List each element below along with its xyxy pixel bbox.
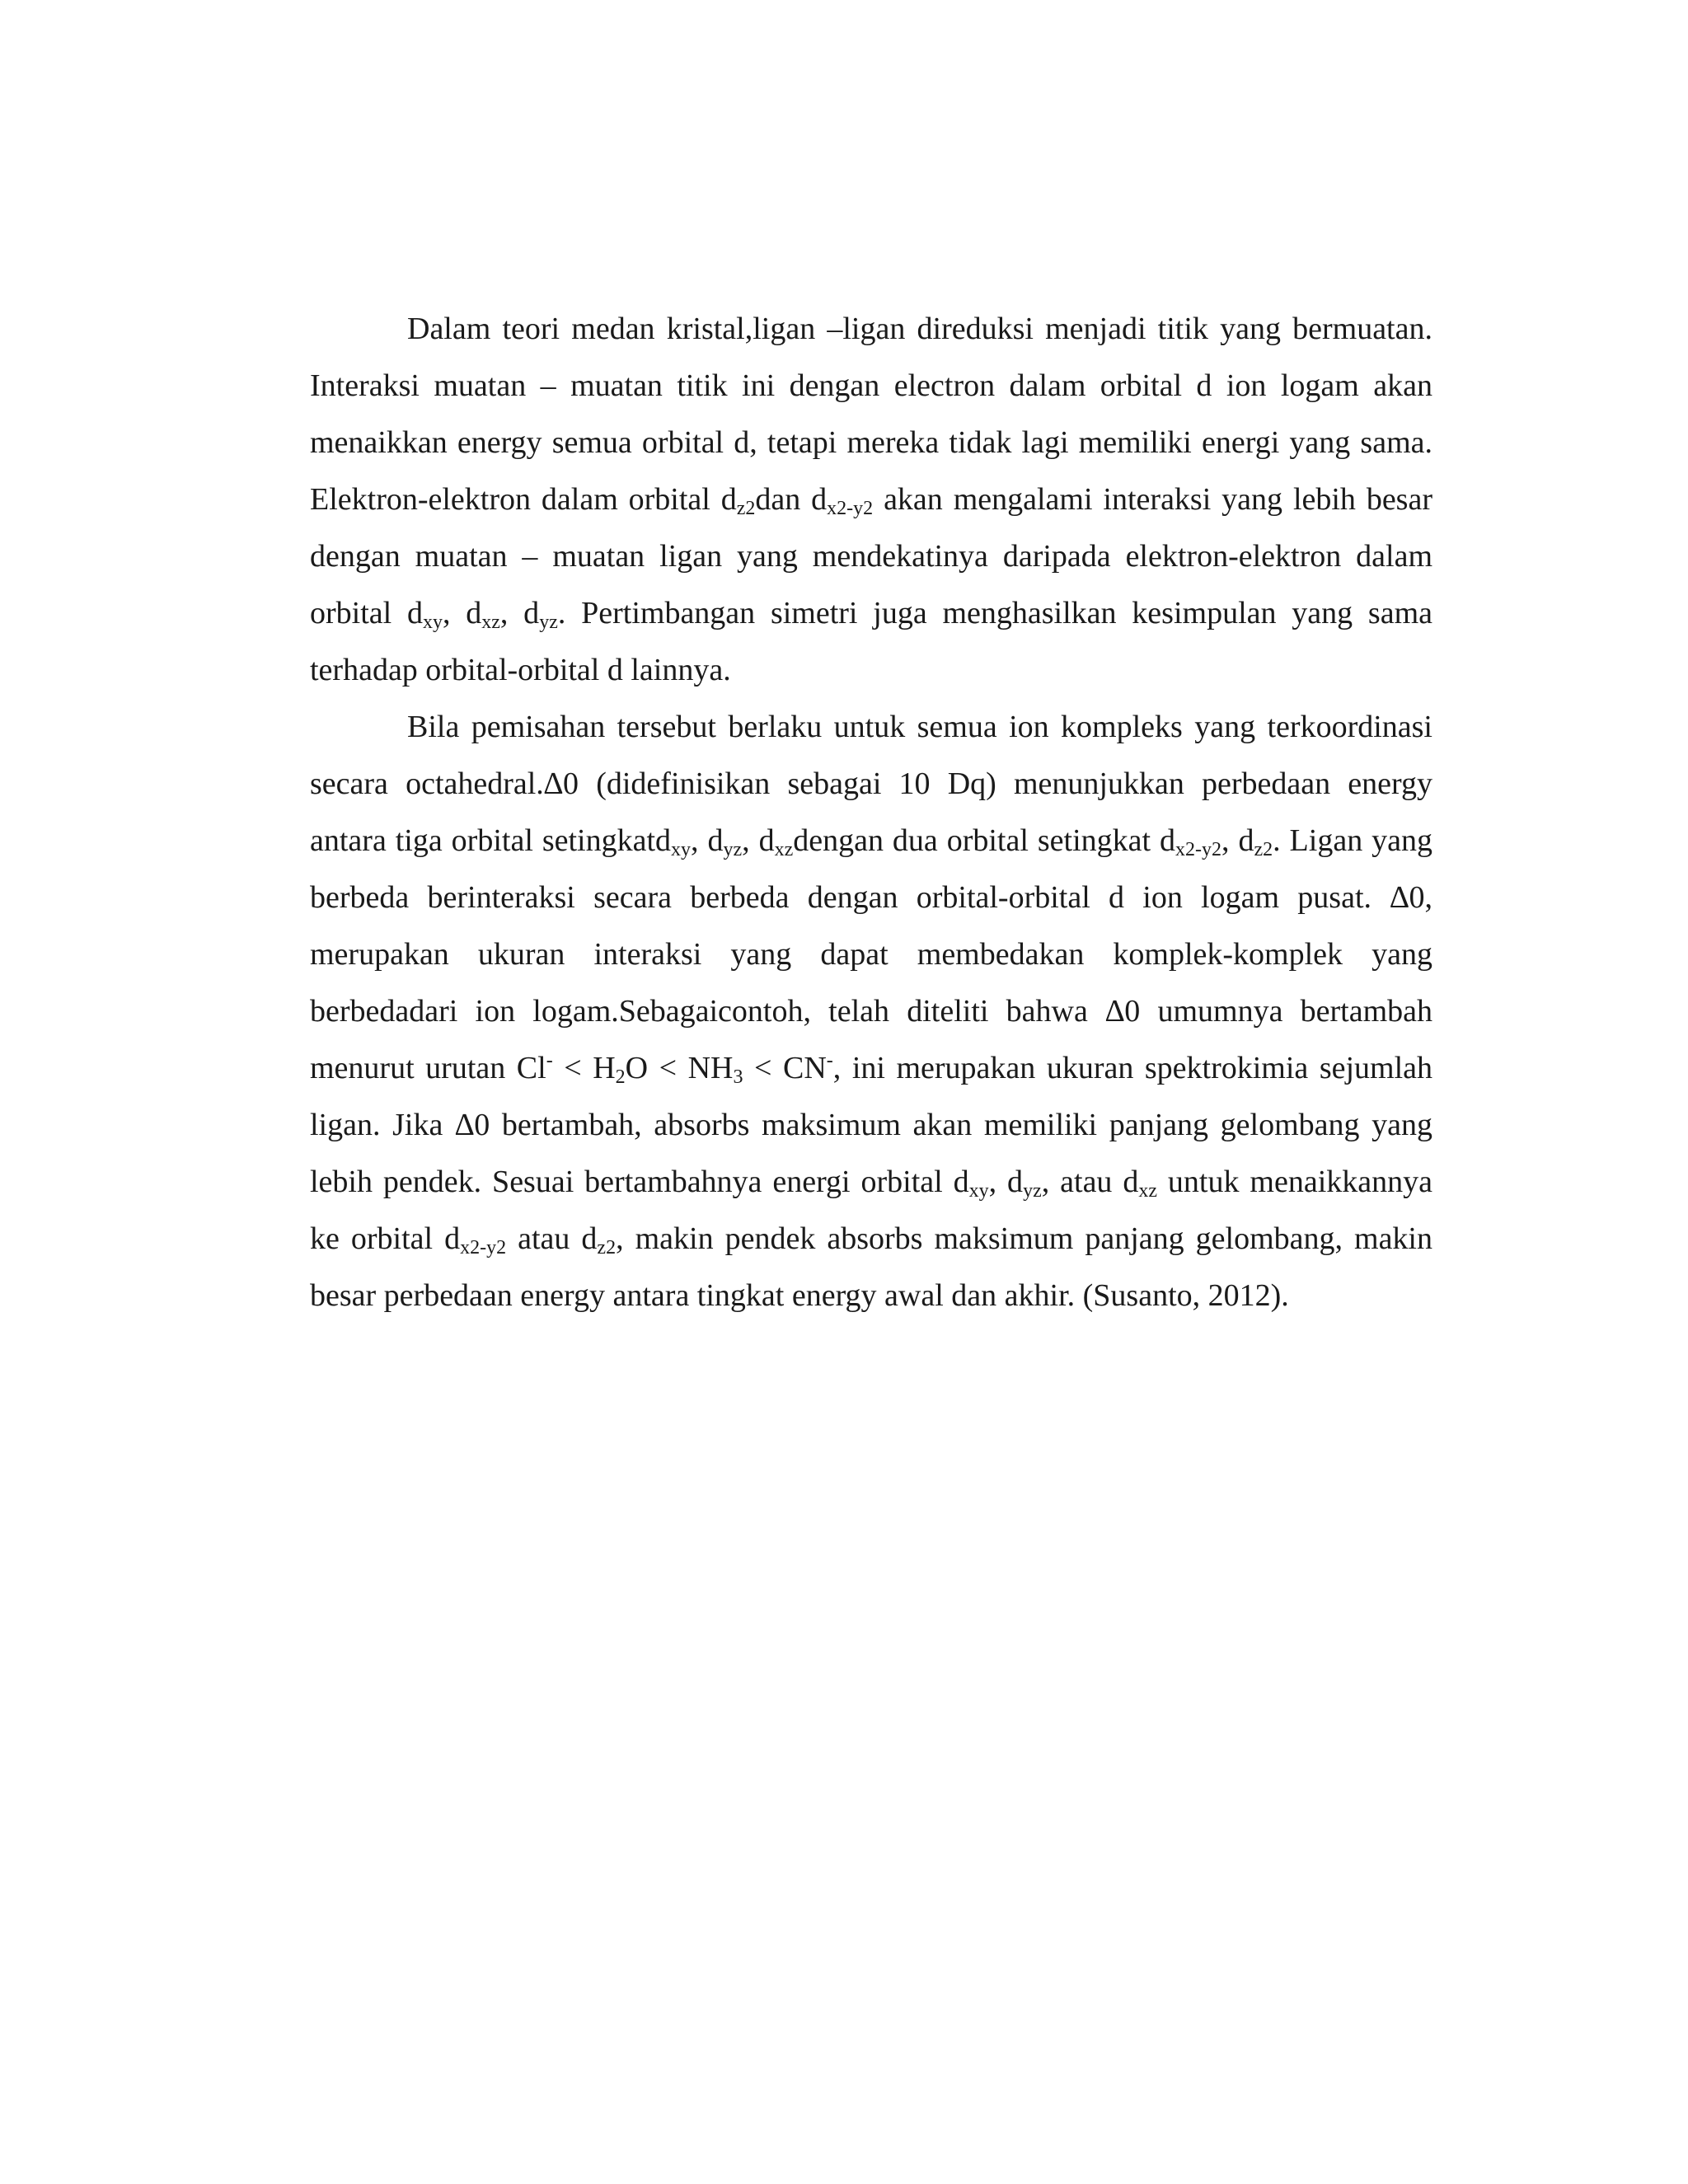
subscript: xy <box>671 839 692 860</box>
paragraph-crystal-field <box>310 301 1432 699</box>
subscript: 3 <box>733 1066 743 1088</box>
text-run: < H <box>552 1051 616 1085</box>
text-run: , d <box>499 596 540 630</box>
text-run: < CN <box>743 1051 827 1085</box>
subscript: yz <box>539 612 558 633</box>
subscript: xz <box>481 612 500 633</box>
text-run: atau d <box>506 1221 598 1256</box>
text-run: , ini merupakan ukuran spektrokimia sejumlah ligan. Jika ∆0 bertambah, absorbs maksimum akan memiliki panjang gelombang yang lebih pendek. Sesuai bertambahnya energi orbital d <box>310 1051 1433 1199</box>
text-run: , d <box>742 823 775 858</box>
text-run: . Pertimbangan simetri juga menghasilkan kesimpulan yang sama terhadap orbital-orbital d lainnya. <box>310 596 1432 687</box>
subscript: x2-y2 <box>827 498 874 519</box>
subscript: yz <box>1023 1180 1042 1202</box>
subscript: x2-y2 <box>460 1237 507 1258</box>
superscript: - <box>826 1050 833 1071</box>
subscript: z2 <box>736 498 756 519</box>
subscript: xy <box>968 1180 989 1202</box>
text-run: , atau d <box>1041 1165 1139 1199</box>
text-run: , d <box>1221 823 1254 858</box>
subscript: yz <box>723 839 743 860</box>
text-run: . Ligan yang berbeda berinteraksi secara berbeda dengan orbital-orbital d ion logam pusat. ∆0, merupakan ukuran interaksi yang dapat membedakan komplek-komplek yang berbedadari ion logam.Sebagaicontoh, telah diteliti bahwa ∆0 umumnya bertambah menurut urutan Cl <box>310 823 1432 1085</box>
subscript: xz <box>774 839 794 860</box>
superscript: - <box>546 1050 553 1071</box>
text-run: dan d <box>755 482 828 517</box>
body-text <box>310 301 1432 1324</box>
text-run: akan mengalami interaksi yang lebih besar dengan muatan – muatan ligan yang mendekatinya daripada elektron-elektron dalam orbital d <box>310 482 1432 630</box>
subscript: 2 <box>615 1066 626 1088</box>
text-run: dengan dua orbital setingkat d <box>793 823 1175 858</box>
text-run: , d <box>691 823 724 858</box>
text-run: Bila pemisahan tersebut berlaku untuk semua ion kompleks yang terkoordinasi secara octahedral.∆0 (didefinisikan sebagai 10 Dq) menunjukkan perbedaan energy antara tiga orbital setingkatd <box>310 710 1432 858</box>
text-run: untuk menaikkannya ke orbital d <box>310 1165 1432 1256</box>
subscript: xz <box>1138 1180 1158 1202</box>
subscript: x2-y2 <box>1175 839 1221 860</box>
paragraph-splitting <box>310 699 1432 1324</box>
subscript: xy <box>422 612 443 633</box>
text-run: , makin pendek absorbs maksimum panjang gelombang, makin besar perbedaan energy antara tingkat energy awal dan akhir. (Susanto, 2012). <box>310 1221 1432 1313</box>
text-run: Dalam teori medan kristal,ligan –ligan direduksi menjadi titik yang bermuatan. Interaksi muatan – muatan titik ini dengan electron dalam orbital d ion logam akan menaikkan energy semua orbital d, tetapi mereka tidak lagi memiliki energi yang sama. Elektron-elektron dalam orbital d <box>310 312 1432 517</box>
subscript: z2 <box>1254 839 1273 860</box>
text-run: , d <box>988 1165 1024 1199</box>
subscript: z2 <box>597 1237 617 1258</box>
text-run: O < NH <box>625 1051 734 1085</box>
text-run: , d <box>442 596 482 630</box>
